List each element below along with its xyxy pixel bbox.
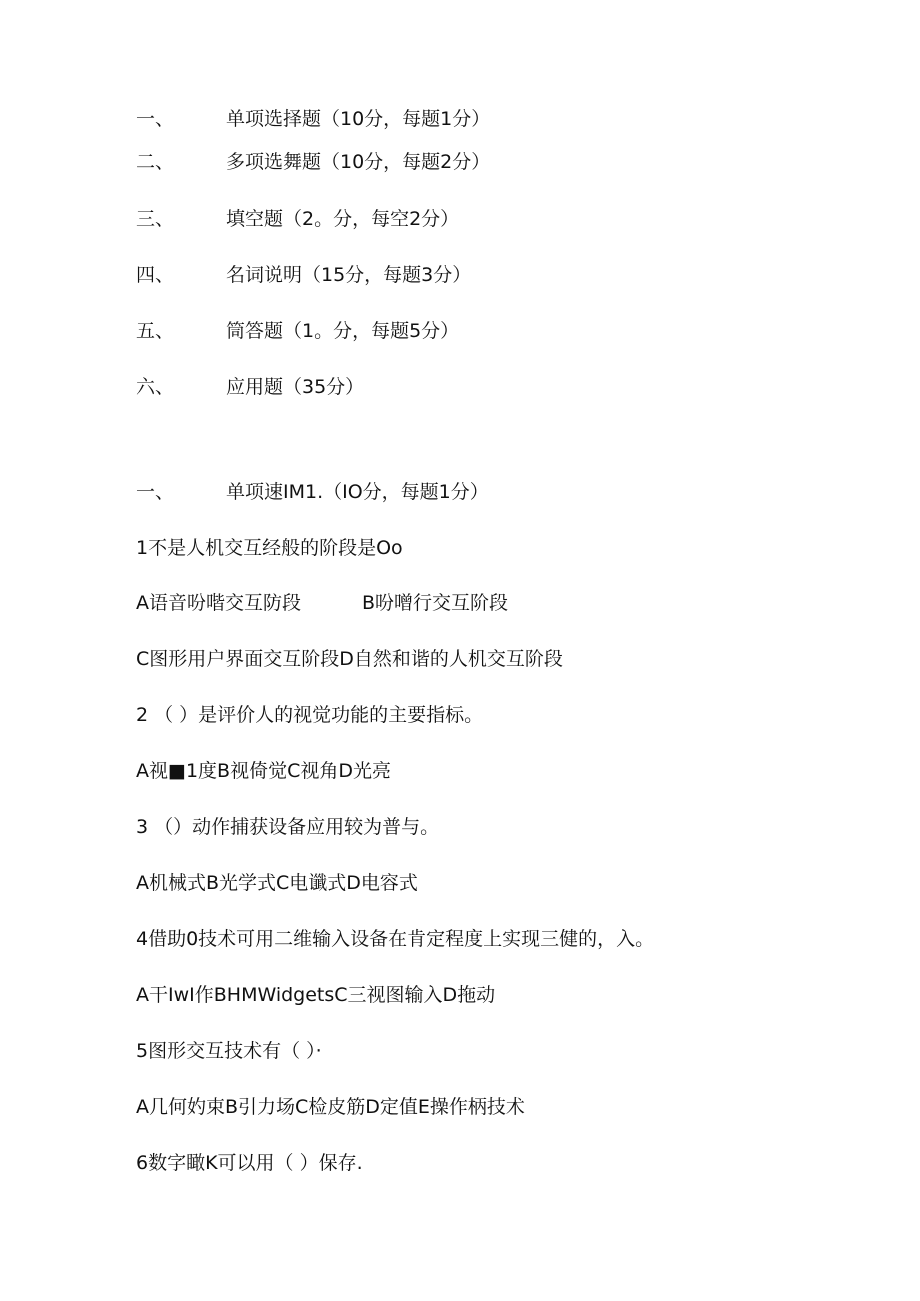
outline-text: 应用题（35分） — [226, 376, 365, 398]
outline-text: 筒答题（1。分，每题5分） — [226, 320, 460, 342]
question-2-options: A视■1度B视倚觉C视角D光亮 — [136, 760, 391, 782]
outline-number: 四、 — [136, 264, 175, 286]
outline-text: 多项选舞题（10分，每题2分） — [226, 151, 491, 173]
question-4: 4借助0技术可用二维输入设备在肯定程度上实现三健的，入。 — [136, 928, 655, 950]
section-number: 一、 — [136, 481, 175, 503]
outline-number: 一、 — [136, 108, 175, 130]
question-1-option-b: B吩噌行交互阶段 — [362, 592, 509, 614]
question-4-options: A干IwI作BHMWidgetsC三视图输入D拖动 — [136, 984, 496, 1006]
outline-text: 名词说明（15分，每题3分） — [226, 264, 472, 286]
question-5: 5图形交互技术有（ ）· — [136, 1040, 322, 1062]
section-title: 单项速IM1.（IO分，每题1分） — [226, 481, 489, 503]
question-3-options: A机械式B光学式C电谶式D电容式 — [136, 872, 418, 894]
outline-number: 六、 — [136, 376, 175, 398]
question-3: 3 （）动作捕获设备应用较为普与。 — [136, 816, 440, 838]
question-5-options: A几何妁束B引力场C检皮筋D定值E操作柄技术 — [136, 1096, 525, 1118]
outline-text: 填空题（2。分，每空2分） — [226, 208, 460, 230]
outline-number: 五、 — [136, 320, 175, 342]
question-1: 1不是人机交互经般的阶段是Oo — [136, 537, 403, 559]
outline-text: 单项选择题（10分，每题1分） — [226, 108, 491, 130]
outline-number: 三、 — [136, 208, 175, 230]
question-1-options-cd: C图形用户界面交互阶段D自然和谐的人机交互阶段 — [136, 648, 563, 670]
question-6: 6数字瞰K可以用（ ）保存. — [136, 1152, 363, 1174]
question-1-option-a: A语音吩喈交互防段 — [136, 592, 301, 614]
outline-number: 二、 — [136, 151, 175, 173]
question-2: 2 （ ）是评价人的视觉功能的主要指标。 — [136, 704, 484, 726]
